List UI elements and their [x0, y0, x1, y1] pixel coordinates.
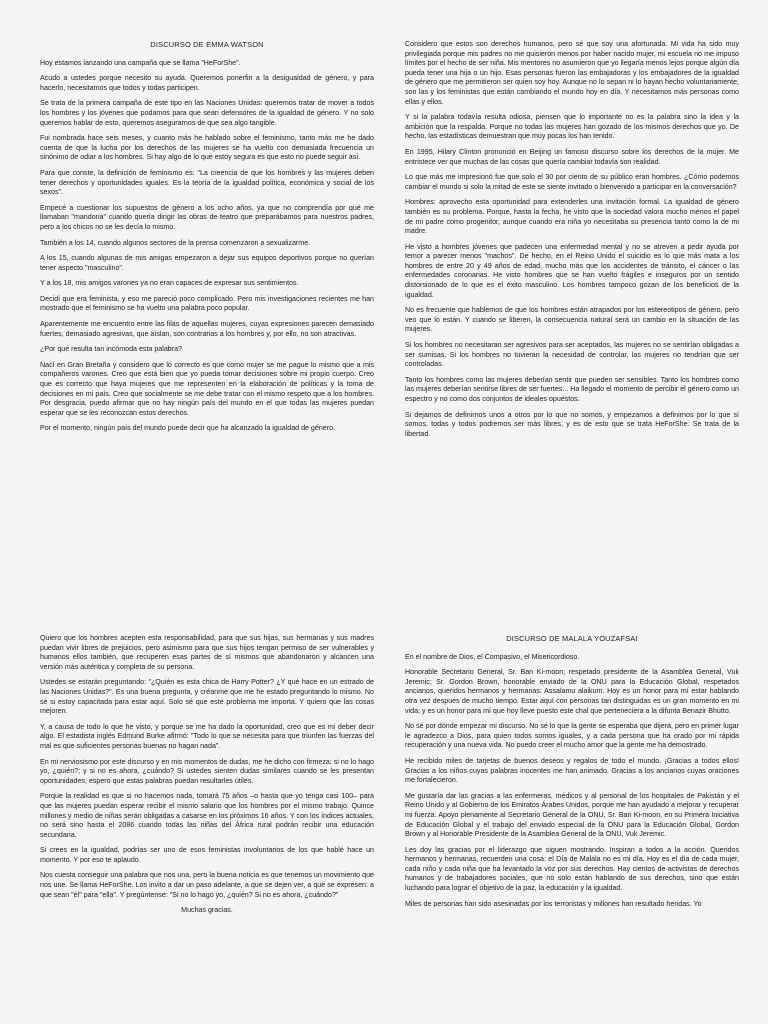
speech-paragraph: Y, a causa de todo lo que he visto, y porque se me ha dado la oportunidad, creo que es mi deber decir algo. El estadista inglés Edmund Burke afirmó: "Todo lo que se necesita para que triunfen las fuerzas del mal es que suficientes personas buenas no hagan nada".	[40, 722, 374, 750]
speech-paragraph: Si dejamos de definirnos unos a otros por lo que no somos, y empezamos a definirnos por lo que sí somos, todas y todos podremos ser más libres, y es de esto que se trata HeForShe. Se trata de la libertad.	[405, 410, 739, 438]
speech-paragraph: Me gustaría dar las gracias a las enfermeras, médicos y al personal de los hospitales de Pakistán y el Reino Unido y al Gobierno de los Emiratos Árabes Unidos, porque me han ayudado a mejorar y recuperar mi fuerza. Apoyo plenamente al Secretario General de la ONU, Sr. Ban Ki-moon, en su Primera Iniciativa de Educación Global y el trabajo del enviado especial de la ONU para la Educación Global, Gordon Brown y al Honorable Presidente de la Asamblea General de la ONU, Vuk Jeremic.	[405, 791, 739, 839]
speech-paragraph: He visto a hombres jóvenes que padecen una enfermedad mental y no se atreven a pedir ayuda por temor a parecer menos "machos". De hecho, en el Reino Unido el suicidio es lo que más mata a los hombres de entre 20 y 49 años de edad, mucho más que los accidentes de tránsito, el cáncer o las enfermedades coronarias. He visto hombres que se han vuelto frágiles e inseguros por un sentido distorsionado de lo que es el éxito masculino. Los hombres tampoco gozan de los beneficios de la igualdad.	[405, 242, 739, 299]
emma-watson-speech-part-3	[40, 634, 374, 1024]
speech-paragraph: Y si la palabra todavía resulta odiosa, piensen que lo importante no es la palabra sino la idea y la ambición que la respalda. Porque no todas las mujeres han gozado de los mismos derechos que yo. De hecho, las estadísticas demuestran que muy pocas los han tenido.	[405, 113, 739, 141]
speech-paragraph: Tanto los hombres como las mujeres deberían sentir que pueden ser sensibles. Tanto los hombres como las mujeres deberían sentirse libres de ser fuertes... Ha llegado el momento de percibir el género como un espectro y no como dos conjuntos de ideales opuestos.	[405, 375, 739, 403]
speech-paragraph: No es frecuente que hablemos de que los hombres están atrapados por los estereotipos de género, pero veo que lo están. Y cuando se liberen, la consecuencia natural será un cambio en la situación de las mujeres.	[405, 306, 739, 334]
speech-paragraph: Considero que estos son derechos humanos, pero sé que soy una afortunada. Mi vida ha sido muy privilegiada porque mis padres no me quisieron menos por haber nacido mujer, mi escuela no me impuso límites por el hecho de ser niña. Mis mentores no asumieron que yo llegaría menos lejos porque algún día pueda tener una hija o un hijo. Esas personas fueron las embajadoras y los embajadores de la igualdad de género que me permitieron ser quien soy hoy. Aunque no lo sepan ni lo hayan hecho voluntariamente, son las y los feministas que están cambiando el mundo hoy en día. Y necesitamos más personas como ellas y ellos.	[405, 40, 739, 106]
speech-title: DISCURSO DE MALALA YOUZAFSAI	[506, 634, 638, 643]
speech-paragraph: ¿Por qué resulta tan incómoda esta palabra?	[40, 345, 182, 354]
speech-paragraph: Acudo a ustedes porque necesito su ayuda. Queremos ponerfin a la desigualdad de género, y para hacerlo, necesitamos que todos y todas participen.	[40, 74, 374, 92]
speech-paragraph: Aparentemente me encuentro entre las filas de aquellas mujeres, cuyas expresiones parecen demasiado fuertes, demasiado agresivas, que aíslan, son contrarias a los hombres y, por ello, no son atractivas.	[40, 320, 374, 338]
speech-paragraph: Ustedes se estarán preguntando: "¿Quién es esta chica de Harry Potter? ¿Y qué hace en un estrado de las Naciones Unidas?". Es una buena pregunta, y créanme que me he estado preguntando lo mismo. No sé si estoy capacitada para estar aquí. Solo sé que este problema me importa. Y quiero que las cosas mejoren.	[40, 678, 374, 716]
speech-paragraph: Para que conste, la definición de feminismo es: "La creencia de que los hombres y las mujeres deben tener derechos y oportunidades iguales. Es la teoría de la igualdad política, económica y social de los sexos".	[40, 168, 374, 197]
speech-paragraph: Empecé a cuestionar los supuestos de género a los ocho años, ya que no comprendía por qué me llamaban "mandona" cuando quería dirigir las obras de teatro que preparábamos para nuestros padres, pero a los chicos no se les decía lo mismo.	[40, 203, 374, 231]
speech-paragraph: Si los hombres no necesitaran ser agresivos para ser aceptados, las mujeres no se sentirían obligadas a ser sumisas. Si los hombres no tuvieran la necesidad de controlar, las mujeres no tendrían que ser controladas.	[405, 341, 739, 369]
speech-paragraph: En el nombre de Dios, el Compasivo, el Misericordioso.	[405, 652, 580, 661]
emma-watson-speech-part-2	[405, 40, 739, 600]
speech-paragraph: También a los 14, cuando algunos sectores de la prensa comenzaron a sexualizarme.	[40, 238, 311, 247]
speech-paragraph: Nací en Gran Bretaña y considero que lo correcto es que como mujer se me pague lo mismo que a mis compañeros varones. Creo que está bien que yo pueda tomar decisiones sobre mi propio cuerpo. Creo que es correcto que haya mujeres que me representen en la elaboración de políticas y la toma de decisiones en mi país. Creo que socialmente se me debe tratar con el mismo respeto que a los hombres. Por desgracia, puedo afirmar que no hay ningún país del mundo en el que todas las mujeres puedan esperar que se les reconozcan estos derechos.	[40, 360, 374, 417]
speech-paragraph: Quiero que los hombres acepten esta responsabilidad, para que sus hijas, sus hermanas y sus madres puedan vivir libres de prejuicios, pero asimismo para que sus hijos tengan permiso de ser vulnerables y humanos ellos también, que recuperen esas partes de sí mismos que abandonaron y alcancen una versión más auténtica y completa de su persona.	[40, 634, 374, 671]
closing-line: Muchas gracias.	[181, 906, 233, 915]
speech-paragraph: A los 15, cuando algunas de mis amigas empezaron a dejar sus equipos deportivos porque no querían tener aspecto "masculino".	[40, 254, 374, 272]
speech-paragraph: Si crees en la igualdad, podrías ser uno de esos feministas involuntarios de los que hablé hace un momento. Y por eso te aplaudo.	[40, 846, 374, 864]
speech-title: DISCURSO DE EMMA WATSON	[150, 40, 264, 49]
speech-paragraph: Porque la realidad es que si no hacemos nada, tomará 75 años –o hasta que yo tenga casi 100– para que las mujeres puedan esperar recibir el mismo salario que los hombres por el mismo trabajo. Quince millones y medio de niñas serán obligadas a casarse en los próximos 16 años. Y con los índices actuales, no será sino hasta el 2086 cuando todas las niñas del África rural podrán recibir una educación secundaria.	[40, 792, 374, 839]
speech-paragraph: En mi nerviosismo por este discurso y en mis momentos de dudas, me he dicho con firmeza: si no lo hago yo, ¿quién?; y si no es ahora, ¿cuándo? Si ustedes sienten dudas similares cuando se les presentan oportunidades, espero que estas palabras puedan resultarles útiles.	[40, 757, 374, 785]
speech-paragraph: No sé por dónde empezar mi discurso. No sé lo que la gente se esperaba que dijera, pero en primer lugar le agradezco a Dios, para quien todos somos iguales, y a cada persona que ha orado por mi rápida recuperación y una nueva vida. No puedo creer el mucho amor que la gente me ha demostrado.	[405, 722, 739, 750]
speech-paragraph: Y a los 18, mis amigos varones ya no eran capaces de expresar sus sentimientos.	[40, 279, 299, 288]
speech-paragraph: Miles de personas han sido asesinadas por los terroristas y millones han resultado heridas. Yo	[405, 899, 702, 908]
speech-paragraph: En 1995, Hilary Clinton pronunció en Beijing un famoso discurso sobre los derechos de la mujer. Me entristece ver que muchas de las cosas que quería cambiar todavía son realidad.	[405, 147, 739, 166]
speech-paragraph: Hombres: aprovecho esta oportunidad para extenderles una invitación formal. La igualdad de género también es su problema. Porque, hasta la fecha, he visto que la sociedad valora mucho menos el papel de mi padre como progenitor, aunque cuando era niña yo necesitaba su presencia tanto como la de mi madre.	[405, 198, 739, 236]
speech-paragraph: Decidí que era feminista, y eso me pareció poco complicado. Pero mis investigaciones recientes me han mostrado que el feminismo se ha vuelto una palabra poco popular.	[40, 294, 374, 313]
speech-paragraph: Les doy las gracias por el liderazgo que siguen mostrando. Inspiran a todos a la acción. Queridos hermanos y hermanas, recuerden una cosa: el Día de Malala no es mi día. Hoy es el día de cada mujer, cada niño y cada niña que ha levantado la voz por sus derechos. Hay cientos de activistas de derechos humanos y de trabajadores sociales, que no solo están hablando de sus derechos, sino que están luchando para lograr el objetivo de la paz, la educación y la igualdad.	[405, 845, 739, 893]
speech-paragraph: Lo que más me impresionó fue que solo el 30 por ciento de su público eran hombres. ¿Cómo podemos cambiar el mundo si solo la mitad de este se siente invitado o bienvenido a participar en la conversación?	[405, 173, 739, 191]
emma-watson-speech-part-1	[40, 40, 374, 600]
speech-paragraph: Se trata de la primera campaña de este tipo en las Naciones Unidas: queremos tratar de mover a todos los hombres y los jóvenes que podamos para que sean defensores de la igualdad de género. Y no solo queremos hablar de esto, queremos asegurarnos de que sea algo tangible.	[40, 99, 374, 127]
speech-paragraph: Nos cuesta conseguir una palabra que nos una, pero la buena noticia es que tenemos un movimiento que nos une. Se llama HeForShe. Los invito a dar un paso adelante, a que se dejen ver, a que se expresen: a que sean "él" para "ella". Y pregúntense: "Si no lo hago yo, ¿quién? Si no es ahora, ¿cuándo?"	[40, 871, 374, 899]
speech-paragraph: Fui nombrada hace seis meses, y cuanto más he hablado sobre el feminismo, tanto más me he dado cuenta de que la lucha por los derechos de las mujeres se ha vuelto con demasiada frecuencia un sinónimo de odiar a los hombres. Si hay algo de lo que estoy segura es que esto no puede seguir así.	[40, 134, 374, 162]
speech-paragraph: Por el momento, ningún país del mundo puede decir que ha alcanzado la igualdad de género.	[40, 424, 335, 433]
speech-paragraph: Hoy estamos lanzando una campaña que se llama "HeForShe".	[40, 58, 241, 67]
malala-speech	[405, 634, 739, 1024]
speech-paragraph: Honorable Secretario General, Sr. Ban Ki-moon; respetado presidente de la Asamblea General, Vuk Jeremic; Sr. Gordon Brown, honorable enviado de la ONU para la Educación Global, respetados ancianos, queridos hermanos y hermanas: Assalamu alaikum. Hoy es un honor para mí estar hablando otra vez después de mucho tiempo. Estar aquí con personas tan distinguidas es un gran momento en mi vida; y es un honor para mí que hoy lleve puesto este chal que perteneciera a la difunta Benazir Bhutto.	[405, 668, 739, 715]
speech-paragraph: He recibido miles de tarjetas de buenos deseos y regalos de todo el mundo. ¡Gracias a todos ellos! Gracias a los niños cuyas palabras inocentes me han animado. Gracias a los ancianos cuyas oraciones me fortalecieron.	[405, 756, 739, 785]
